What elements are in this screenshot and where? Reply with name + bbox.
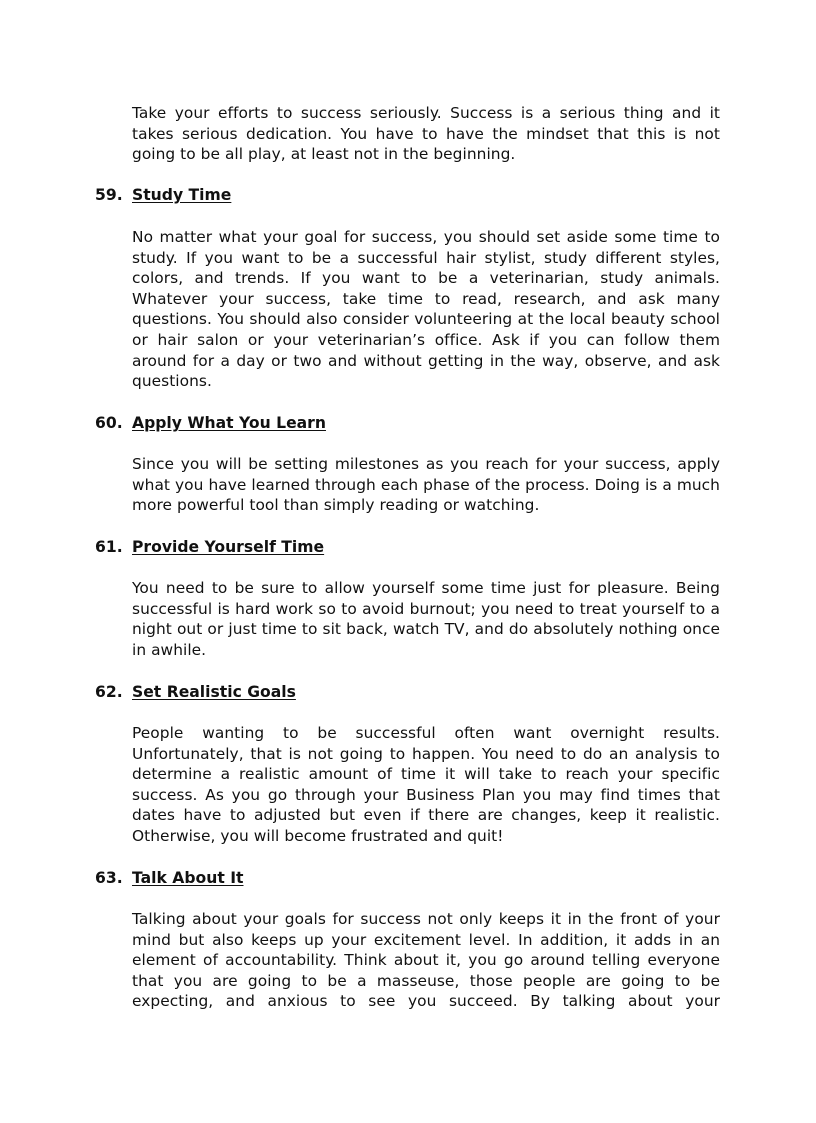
section-body-63: Talking about your goals for success not only keeps it in the front of your mind but also keeps up your excitement level. In addition, it adds in an element of accountability. Think about it, you go around telling everyone that you are going to be a masseuse, those people are going to be expecting, and anxious to see you succeed. By talking about your xyxy=(132,910,720,1011)
section-heading-59 xyxy=(95,185,735,206)
section-body-62: People wanting to be successful often want overnight results. Unfortunately, that is not going to happen. You need to do an analysis to determine a realistic amount of time it will take to reach your specific success. As you go through your Business Plan you may find times that dates have to adjusted but even if there are changes, keep it realistic. Otherwise, you will become frustrated and quit! xyxy=(132,724,720,845)
section-number: 63. xyxy=(95,869,123,887)
section-title: Study Time xyxy=(132,186,232,204)
section-heading-62 xyxy=(95,682,735,703)
section-heading-61 xyxy=(95,537,735,558)
section-body-60: Since you will be setting milestones as you reach for your success, apply what you have learned through each phase of the process. Doing is a much more powerful tool than simply reading or watching. xyxy=(132,455,720,515)
section-number: 59. xyxy=(95,186,123,204)
section-title: Provide Yourself Time xyxy=(132,538,325,556)
section-body-61: You need to be sure to allow yourself some time just for pleasure. Being successful is hard work so to avoid burnout; you need to treat yourself to a night out or just time to sit back, watch TV, and do absolutely nothing once in awhile. xyxy=(132,579,720,659)
section-heading-63 xyxy=(95,868,735,889)
section-title: Apply What You Learn xyxy=(132,414,326,432)
section-body-59: No matter what your goal for success, you should set aside some time to study. If you want to be a successful hair stylist, study different styles, colors, and trends. If you want to be a veterinarian, study animals. Whatever your success, take time to read, research, and ask many questions. You should also consider volunteering at the local beauty school or hair salon or your veterinarian’s office. Ask if you can follow them around for a day or two and without getting in the way, observe, and ask questions. xyxy=(132,228,720,391)
section-number: 61. xyxy=(95,538,123,556)
section-number: 62. xyxy=(95,683,123,701)
section-title: Talk About It xyxy=(132,869,244,887)
section-heading-60 xyxy=(95,413,735,434)
intro-paragraph: Take your efforts to success seriously. Success is a serious thing and it takes serious dedication. You have to have the mindset that this is not going to be all play, at least not in the beginning. xyxy=(132,104,720,164)
section-number: 60. xyxy=(95,414,123,432)
section-title: Set Realistic Goals xyxy=(132,683,296,701)
